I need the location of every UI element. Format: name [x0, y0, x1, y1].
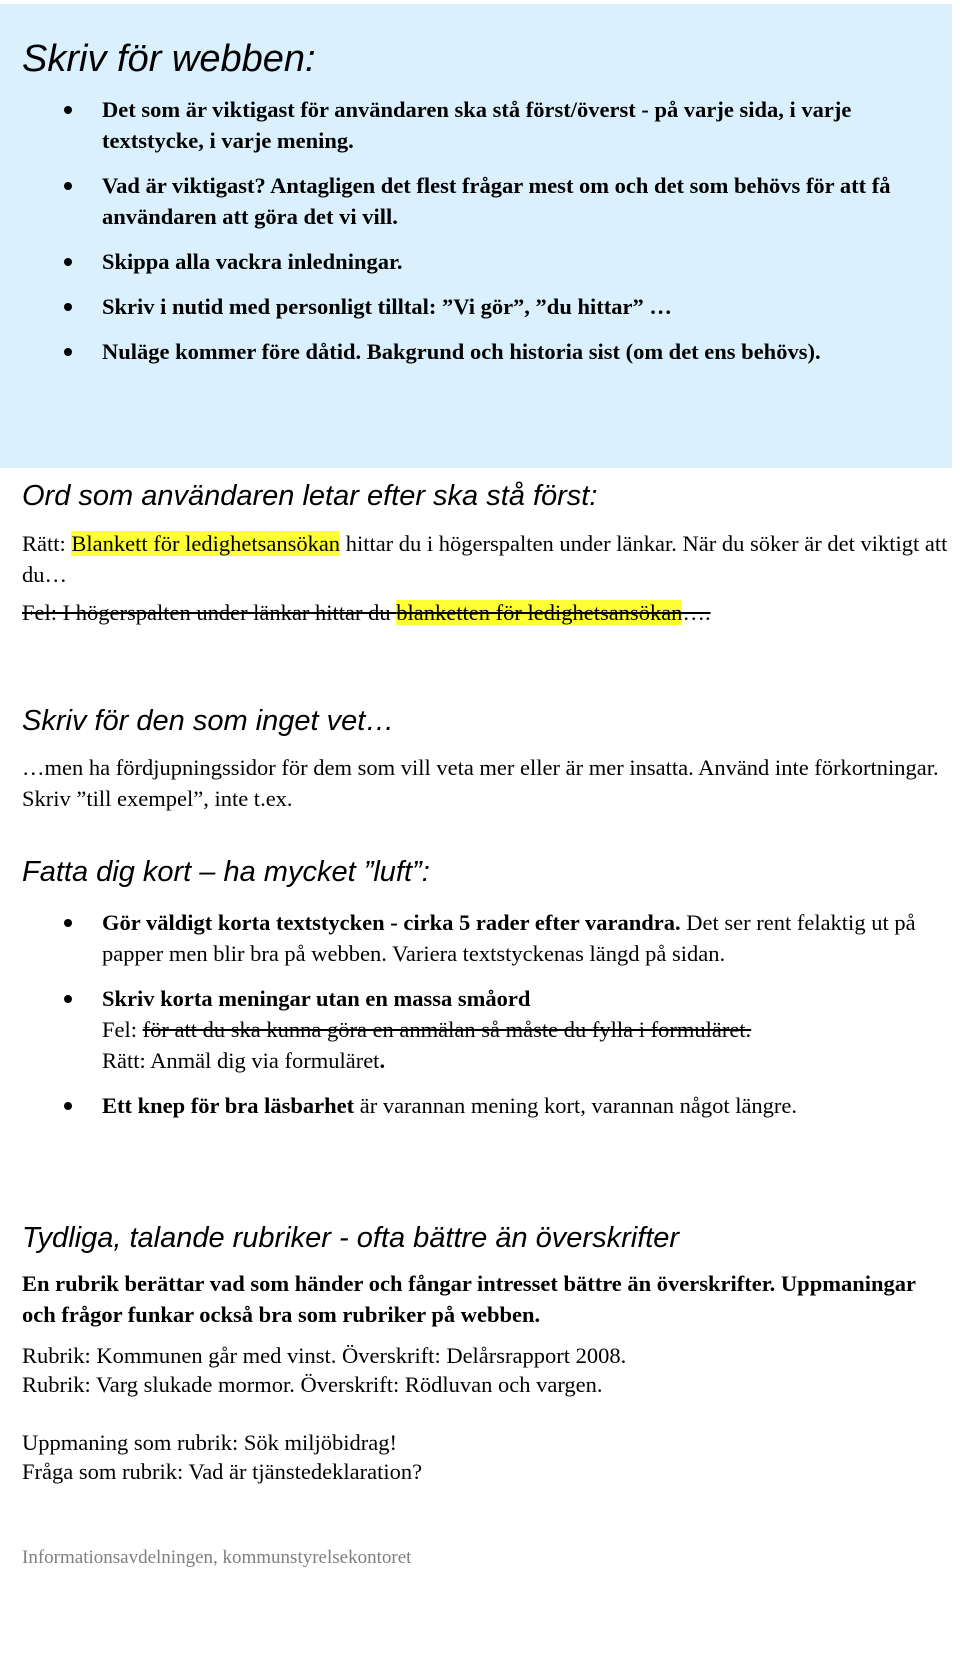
tips-list: [0, 907, 952, 1135]
section-heading: Tydliga, talande rubriker - ofta bättre än överskrifter: [22, 1222, 680, 1254]
list-item: Vad är viktigast? Antagligen det flest frågar mest om och det som behövs för att få användaren att göra det vi vill.: [0, 170, 952, 232]
highlighted-phrase: blanketten för ledighetsansökan: [396, 600, 683, 625]
example-line: Rubrik: Varg slukade mormor. Överskrift: Rödluvan och vargen.: [22, 1372, 603, 1397]
example-line: Fråga som rubrik: Vad är tjänstedeklaration?: [22, 1459, 423, 1484]
highlighted-phrase: Blankett för ledighetsansökan: [71, 531, 341, 556]
section-heading: Skriv för den som inget vet…: [22, 705, 395, 737]
section-bold-text: En rubrik berättar vad som händer och fångar intresset bättre än överskrifter. Uppmaningar och frågor funkar också bra som rubriker på webben.: [22, 1271, 916, 1327]
list-item: Det som är viktigast för användaren ska stå först/överst - på varje sida, i varje textstycke, i varje mening.: [0, 94, 952, 156]
list-item: Skriv korta meningar utan en massa småord Fel: för att du ska kunna göra en anmälan så måste du fylla i formuläret. Rätt: Anmäl dig via formuläret.: [0, 983, 952, 1076]
list-item: Skippa alla vackra inledningar.: [0, 246, 952, 277]
example-line: Uppmaning som rubrik: Sök miljöbidrag!: [22, 1430, 397, 1455]
ratt-example: Rätt: Blankett för ledighetsansökan hittar du i högerspalten under länkar. När du söker är det viktigt att du…: [22, 531, 948, 587]
footer-text: Informationsavdelningen, kommunstyrelsekontoret: [22, 1547, 412, 1568]
section-heading: Fatta dig kort – ha mycket ”luft”:: [22, 856, 430, 888]
section-heading: Ord som användaren letar efter ska stå först:: [22, 480, 598, 512]
list-item: Gör väldigt korta textstycken - cirka 5 rader efter varandra. Det ser rent felaktig ut på papper men blir bra på webben. Variera textstyckenas längd på sidan.: [0, 907, 952, 969]
example-line: Rubrik: Kommunen går med vinst. Överskrift: Delårsrapport 2008.: [22, 1343, 627, 1368]
list-item: Ett knep för bra läsbarhet är varannan mening kort, varannan något längre.: [0, 1090, 952, 1121]
list-item: Nuläge kommer före dåtid. Bakgrund och historia sist (om det ens behövs).: [0, 336, 952, 367]
intro-box: [0, 4, 952, 468]
main-title: Skriv för webben:: [22, 38, 316, 80]
intro-list: [0, 94, 952, 381]
section-text: …men ha fördjupningssidor för dem som vill veta mer eller är mer insatta. Använd inte förkortningar. Skriv ”till exempel”, inte t.ex.: [22, 755, 939, 811]
list-item: Skriv i nutid med personligt tilltal: ”Vi gör”, ”du hittar” …: [0, 291, 952, 322]
fel-example: Fel: I högerspalten under länkar hittar du blanketten för ledighetsansökan….: [22, 600, 711, 625]
